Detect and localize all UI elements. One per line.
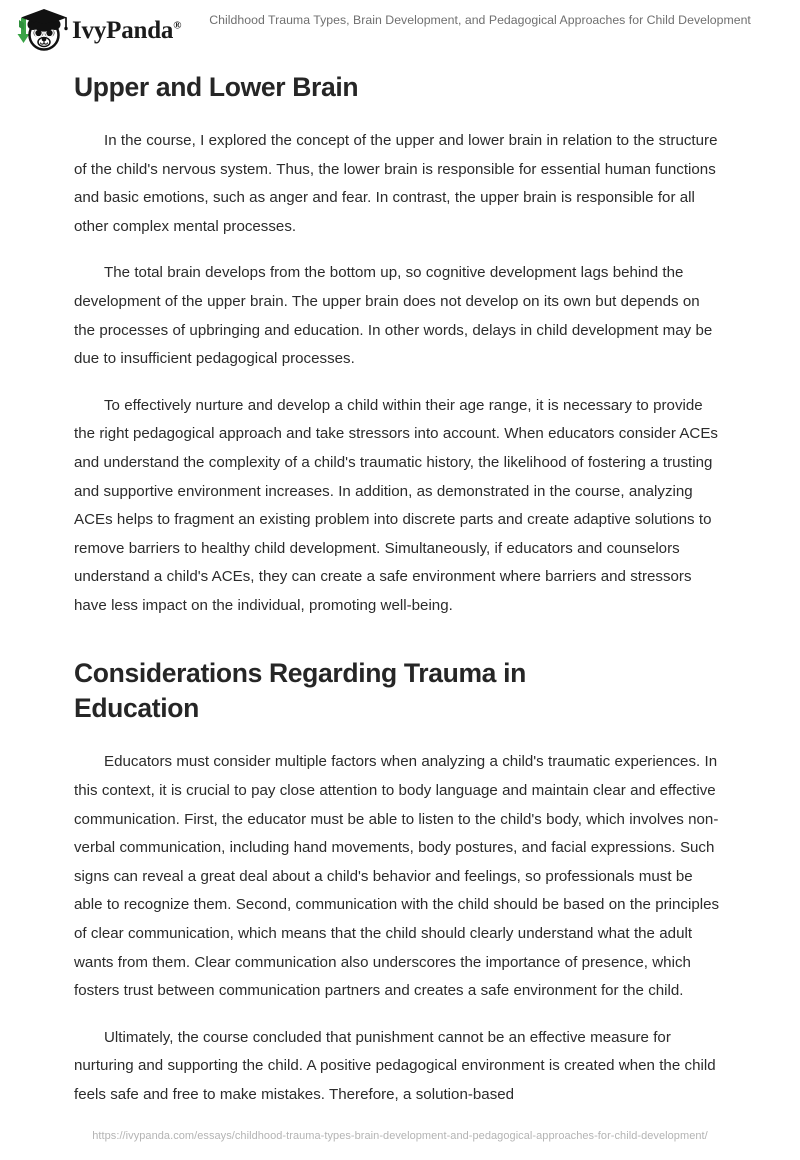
paragraph: To effectively nurture and develop a child within their age range, it is necessary to provide the right pedagogical approach and take stressors into account. When educators consider ACEs and understand the complexity of a child's traumatic history, the likelihood of fostering a trusting and supportive environment increases. In addition, as demonstrated in the course, analyzing ACEs helps to fragment an existing problem into discrete parts and create adaptive solutions to remove barriers to healthy child development. Simultaneously, if educators and counselors understand a child's ACEs, they can create a safe environment where barriers and stressors have less impact on the individual, promoting well-being. [74,396,718,614]
paragraph: Educators must consider multiple factors when analyzing a child's traumatic experiences. In this context, it is crucial to pay close attention to body language and maintain clear and effective communication. First, the educator must be able to listen to the child's body, which involves non-verbal communication, including hand movements, body postures, and facial expressions. Such signs can reveal a great deal about a child's behavior and feelings, so professionals must be able to recognize them. Second, communication with the child should be based on the principles of clear communication, which means that the child should clearly understand what the adult wants from them. Clear communication also underscores the importance of presence, which fosters trust between communication partners and creates a safe environment for the child. [74,753,720,1000]
panda-graduate-logo-icon [13,8,71,52]
paragraph: The total brain develops from the bottom up, so cognitive development lags behind the development of the upper brain. The upper brain does not develop on its own but depends on the processes of upbringing and education. In other words, delays in child development may be due to insufficient pedagogical processes. [74,264,713,368]
site-logo-text [72,18,181,43]
page-footer [0,1126,800,1144]
registered-mark: ® [173,19,182,32]
article-content [74,70,724,1110]
section-heading-upper-and-lower-brain: Upper and Lower Brain [74,72,359,102]
paragraph: Ultimately, the course concluded that punishment cannot be an effective measure for nurturing and supporting the child. A positive pedagogical environment is created when the child feels safe and free to make mistakes. Therefore, a solution-based [74,1028,716,1103]
page-header [0,0,800,62]
site-logo[interactable] [13,9,181,51]
document-header-title: Childhood Trauma Types, Brain Development, and Pedagogical Approaches for Child Development [209,13,751,27]
paragraph: In the course, I explored the concept of the upper and lower brain in relation to the structure of the child's nervous system. Thus, the lower brain is responsible for essential human functions and basic emotions, such as anger and fear. In contrast, the upper brain is responsible for all other complex mental processes. [74,131,718,235]
footer-source-url[interactable]: https://ivypanda.com/essays/childhood-trauma-types-brain-development-and-pedagogical-approaches-for-child-development/ [92,1130,708,1142]
brand-name-text: IvyPanda [72,16,174,44]
section-heading-considerations-regarding-trauma-in-education: Considerations Regarding Trauma in Education [74,658,526,724]
